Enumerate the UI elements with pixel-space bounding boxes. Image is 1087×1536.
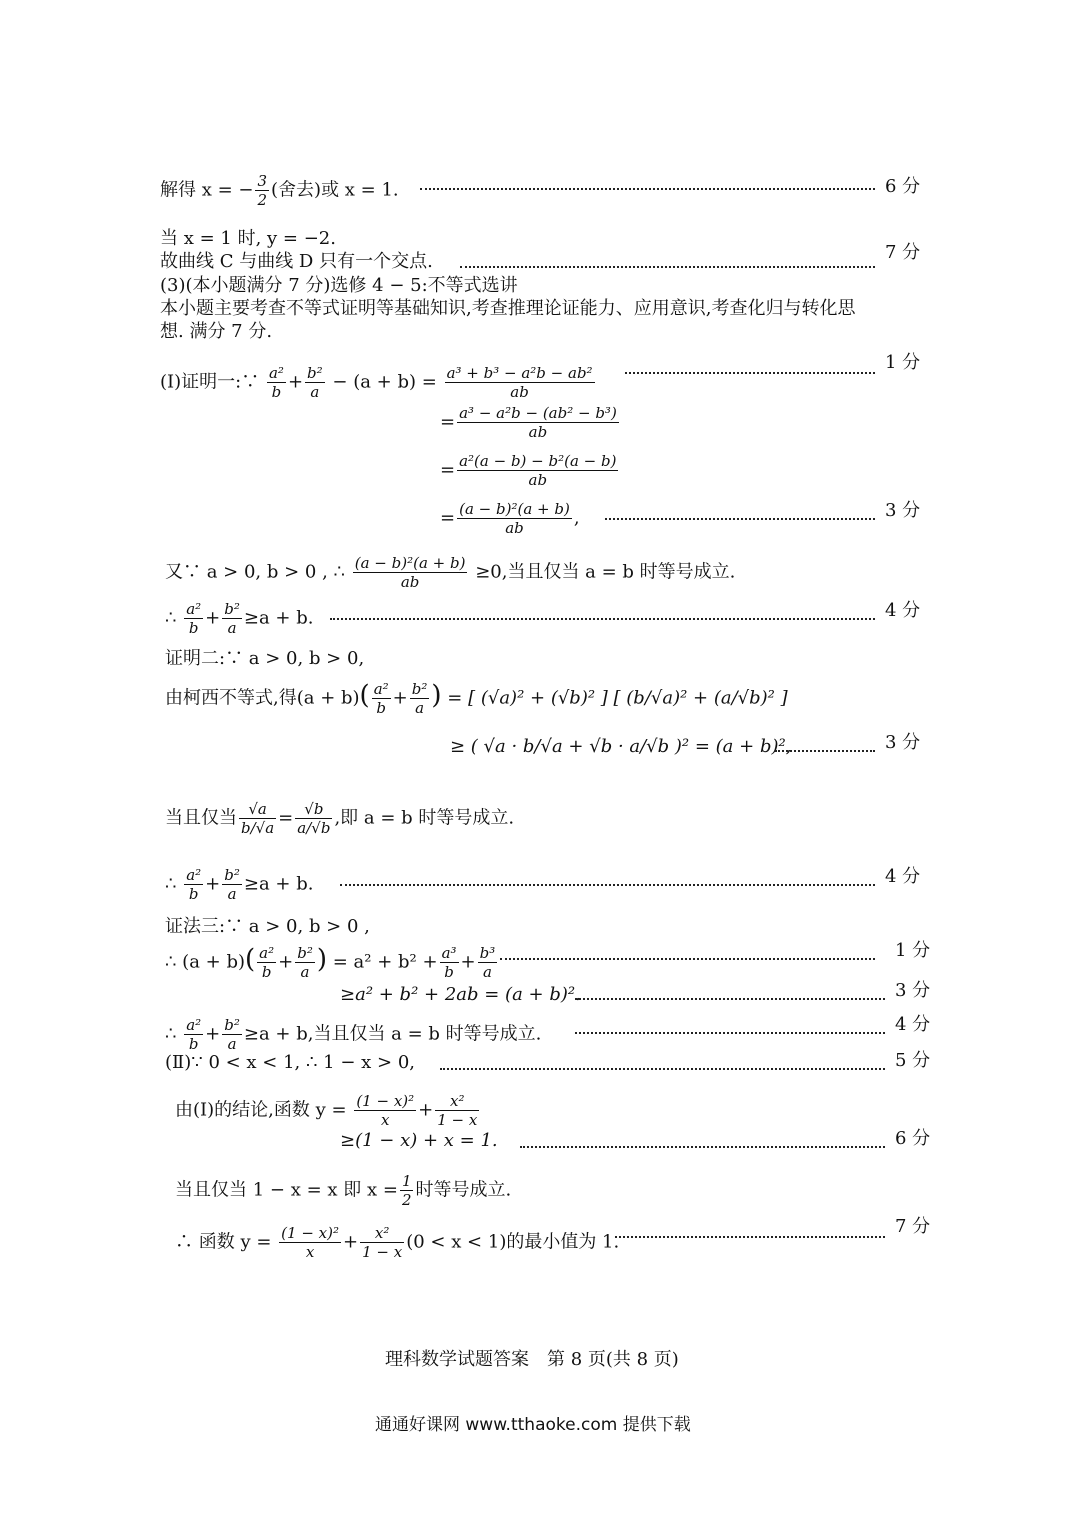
score: 6 分 — [895, 1128, 931, 1149]
den: b — [376, 699, 386, 717]
fraction — [305, 364, 325, 401]
num: b² — [307, 364, 323, 382]
text: ∴ — [165, 607, 177, 629]
proof3-result: ∴ $\frac{\text{a²}}{b}$ + $\frac{\text{b²}}{a}$ ≥a + b,当且仅当 a = b 时等号成立. — [165, 1016, 542, 1053]
fraction — [295, 944, 315, 981]
num: a³ + b³ − a²b − ab² — [446, 364, 593, 382]
score: 3 分 — [895, 980, 931, 1001]
fraction — [222, 600, 242, 637]
text: (Ⅰ)证明一:∵ — [160, 371, 260, 393]
part2-line5: ∴ 函数 y = $\frac{\text{(1 − x)²}}{x}$ + $\frac{\text{x²}}{1 - x}$ (0 < x < 1)的最小值为 1. — [175, 1224, 620, 1261]
num: 1 — [401, 1172, 412, 1190]
proof1-conclusion — [165, 554, 735, 591]
text: 由柯西不等式,得(a + b) — [165, 687, 360, 709]
text: , — [573, 507, 580, 529]
fraction — [372, 680, 391, 717]
text: ∴ — [165, 873, 177, 895]
proof3-line2: ≥a² + b² + 2ab = (a + b)². — [340, 984, 581, 1005]
fraction — [255, 172, 269, 209]
fraction — [445, 364, 595, 401]
text: ∴ (a + b) — [165, 951, 245, 973]
den: ab — [505, 519, 524, 537]
text: − (a + b) = — [332, 371, 437, 393]
dot-leader — [625, 372, 875, 374]
part2-line2: 由(Ⅰ)的结论,函数 y = $\frac{\text{(1 − x)²}}{x}$ + $\frac{\text{x²}}{1 - x}$ — [175, 1092, 478, 1129]
fraction — [457, 500, 572, 537]
page-footer: 理科数学试题答案 第 8 页(共 8 页) — [385, 1349, 679, 1370]
text: 当且仅当 — [165, 807, 237, 829]
num: x² — [435, 1092, 479, 1111]
proof2-result: ∴ $\frac{\text{a²}}{b}$ + $\frac{\text{b²}}{a}$ ≥a + b. — [165, 866, 314, 903]
den: a — [227, 885, 237, 903]
text: = — [278, 807, 294, 829]
text: = a² + b² + — [332, 951, 438, 973]
den: b — [188, 885, 199, 903]
dot-leader — [420, 188, 875, 190]
num: b² — [297, 944, 313, 962]
text: = [ (√a)² + (√b)² ] [ (b/√a)² + (a/√b)² ] — [447, 687, 788, 709]
dot-leader — [615, 1236, 885, 1238]
fraction — [457, 452, 618, 489]
den: b — [271, 383, 282, 401]
text: (0 < x < 1)的最小值为 1. — [406, 1231, 620, 1253]
proof2-line2: ≥ ( √a · b/√a + √b · a/√b )² = (a + b)², — [450, 736, 792, 757]
proof1-line1: (Ⅰ)证明一:∵ $\frac{\text{a²}}{b}$ + $\frac{\text{b²}}{a}$ − (a + b) = $\frac{\text{a³ + b³ − a²b − ab²}}{ab}$ — [160, 364, 593, 401]
score: 1 分 — [895, 940, 931, 961]
fraction — [239, 800, 276, 837]
score: 3 分 — [885, 500, 921, 521]
dot-leader — [500, 958, 875, 960]
den: a — [227, 619, 237, 637]
dot-leader — [775, 750, 875, 752]
line-solve-x — [160, 172, 399, 209]
den: 2 — [257, 191, 268, 209]
num: a³ — [441, 944, 457, 962]
fraction — [360, 1224, 404, 1261]
dot-leader — [605, 518, 875, 520]
den: x — [305, 1243, 315, 1261]
fraction — [400, 1172, 414, 1209]
den: a — [482, 963, 492, 981]
den: a — [227, 1035, 237, 1053]
den: 1 − x — [437, 1111, 478, 1129]
num: a² — [186, 600, 202, 618]
dot-leader — [330, 618, 875, 620]
den: ab — [510, 383, 529, 401]
num: √a — [239, 800, 276, 819]
den: b — [188, 1035, 199, 1053]
fraction — [353, 554, 468, 591]
den: ab — [400, 573, 420, 591]
line-text: 当 x = 1 时, y = −2. — [160, 228, 336, 249]
part2-line3: ≥(1 − x) + x = 1. — [340, 1130, 498, 1151]
proof2-line1: 由柯西不等式,得(a + b)( $\frac{\text{a²}}{b}$ + $\frac{\text{b²}}{a}$ ) = [ (√a)² + (√b)² ] [ (b/√a)² + (a/√b)² ] — [165, 680, 788, 717]
fraction — [184, 866, 203, 903]
fraction — [410, 680, 430, 717]
score: 4 分 — [885, 600, 921, 621]
score: 4 分 — [885, 866, 921, 887]
den: a — [310, 383, 320, 401]
num: b² — [224, 600, 240, 618]
text: 当且仅当 1 − x = x 即 x = — [175, 1179, 398, 1201]
dot-leader — [575, 1032, 885, 1034]
fraction — [257, 944, 276, 981]
num: √b — [295, 800, 332, 819]
dot-leader — [520, 1146, 885, 1148]
dot-leader — [575, 998, 885, 1000]
fraction — [184, 600, 203, 637]
num: a² — [373, 680, 389, 698]
den: b — [444, 963, 454, 981]
num: x² — [360, 1224, 404, 1243]
num: (1 − x)² — [281, 1224, 339, 1242]
part2-line4 — [175, 1172, 511, 1209]
score: 1 分 — [885, 352, 921, 373]
num: (1 − x)² — [356, 1092, 415, 1110]
proof1-result: ∴ $\frac{\text{a²}}{b}$ + $\frac{\text{b²}}{a}$ ≥a + b. — [165, 600, 314, 637]
text: 由(Ⅰ)的结论,函数 y = — [175, 1099, 347, 1121]
fraction — [222, 866, 242, 903]
text: 解得 x = − — [160, 179, 254, 201]
den: b/√a — [241, 819, 275, 837]
proof3-line1: ∴ (a + b)( $\frac{\text{a²}}{b}$ + $\frac{\text{b²}}{a}$ ) = a² + b² + $\frac{\text{a³}}{b}$ + $\frac{\text{b³}}{a}$ — [165, 944, 496, 981]
den: b — [261, 963, 272, 981]
fraction — [184, 1016, 203, 1053]
dot-leader — [440, 1068, 885, 1070]
den: a/√b — [297, 819, 331, 837]
fraction — [457, 404, 619, 441]
part2-line1: (Ⅱ)∵ 0 < x < 1, ∴ 1 − x > 0, — [165, 1052, 416, 1073]
line-text: 故曲线 C 与曲线 D 只有一个交点. — [160, 251, 433, 272]
score: 7 分 — [895, 1216, 931, 1237]
line-text: 本小题主要考查不等式证明等基础知识,考查推理论证能力、应用意识,考查化归与转化思 — [160, 298, 856, 319]
fraction — [279, 1224, 341, 1261]
dot-leader — [340, 884, 875, 886]
num: a³ − a²b − (ab² − b³) — [459, 404, 617, 422]
den: b — [188, 619, 199, 637]
fraction — [478, 944, 498, 981]
num: a² — [268, 364, 284, 382]
text: 时等号成立. — [415, 1179, 512, 1201]
proof2-heading: 证明二:∵ a > 0, b > 0, — [165, 648, 365, 669]
num: (a − b)²(a + b) — [354, 554, 466, 572]
text: ≥a + b,当且仅当 a = b 时等号成立. — [243, 1023, 542, 1045]
num: a² — [186, 866, 202, 884]
num: a² — [186, 1016, 202, 1034]
den: ab — [528, 471, 548, 489]
score: 3 分 — [885, 732, 921, 753]
proof1-line4: = $\frac{\text{(a − b)²(a + b)}}{ab}$ , — [440, 500, 580, 537]
text: 又∵ a > 0, b > 0 , ∴ — [165, 561, 345, 583]
den: a — [415, 699, 425, 717]
num: b² — [224, 866, 240, 884]
proof1-line2: = $\frac{\text{a³ − a²b − (ab² − b³)}}{ab}$ — [440, 404, 617, 441]
proof1-line3: = $\frac{\text{a²(a − b) − b²(a − b)}}{ab}$ — [440, 452, 617, 489]
fraction — [295, 800, 332, 837]
score: 5 分 — [895, 1050, 931, 1071]
num: b³ — [479, 944, 496, 962]
section-heading: (3)(本小题满分 7 分)选修 4 − 5:不等式选讲 — [160, 275, 518, 296]
text: ≥a + b. — [243, 607, 314, 629]
score: 7 分 — [885, 242, 921, 263]
score: 4 分 — [895, 1014, 931, 1035]
den: x — [380, 1111, 390, 1129]
score: 6 分 — [885, 176, 921, 197]
proof2-equality — [165, 800, 514, 837]
num: 3 — [257, 172, 268, 190]
text: ∴ 函数 y = — [175, 1231, 272, 1253]
watermark-text: 通通好课网 www.tthaoke.com 提供下载 — [375, 1415, 691, 1435]
num: b² — [411, 680, 428, 698]
fraction — [222, 1016, 242, 1053]
text: ∴ — [165, 1023, 177, 1045]
num: a²(a − b) − b²(a − b) — [459, 452, 617, 470]
den: ab — [528, 423, 548, 441]
den: 2 — [401, 1191, 412, 1209]
text: ,即 a = b 时等号成立. — [334, 807, 515, 829]
num: (a − b)²(a + b) — [459, 500, 570, 518]
num: a² — [259, 944, 275, 962]
line-text: 想. 满分 7 分. — [160, 321, 273, 342]
den: 1 − x — [362, 1243, 403, 1261]
den: a — [300, 963, 310, 981]
num: b² — [224, 1016, 240, 1034]
text: (舍去)或 x = 1. — [271, 179, 399, 201]
dot-leader — [460, 266, 875, 268]
fraction — [440, 944, 459, 981]
text: ≥0,当且仅当 a = b 时等号成立. — [475, 561, 736, 583]
fraction — [267, 364, 286, 401]
fraction — [435, 1092, 479, 1129]
text: ≥a + b. — [243, 873, 314, 895]
fraction — [354, 1092, 416, 1129]
proof3-heading: 证法三:∵ a > 0, b > 0 , — [165, 916, 370, 937]
